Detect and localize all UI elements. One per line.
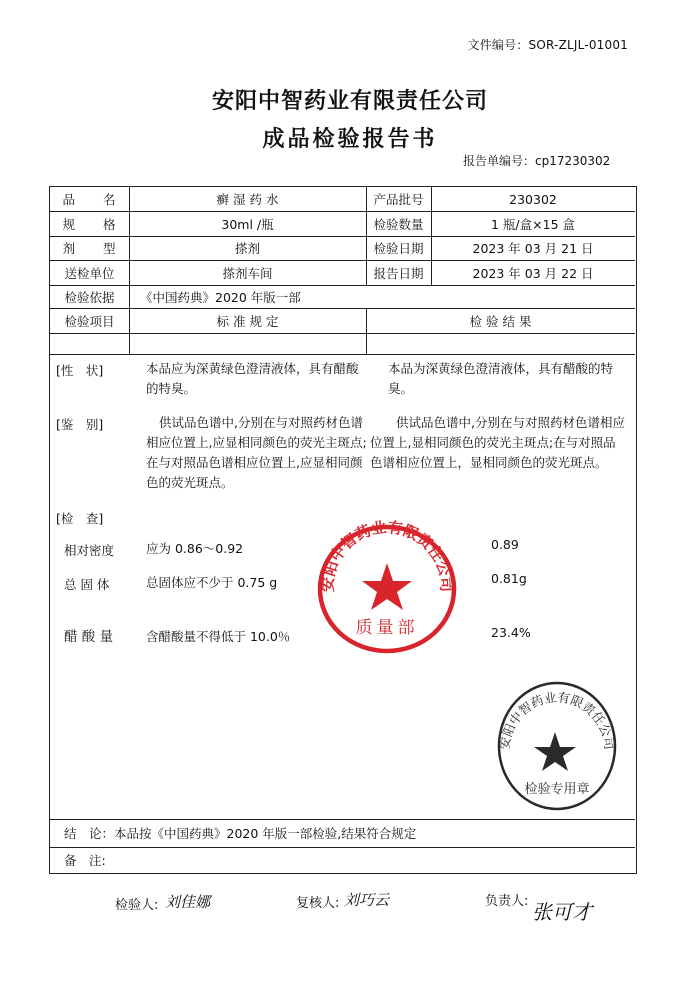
total-solids-standard: 总固体应不少于 0.75 g <box>146 575 278 590</box>
inspector-signature: 刘佳娜 <box>165 893 211 911</box>
reviewer-signature: 刘巧云 <box>344 891 390 909</box>
report-date-label: 报告日期 <box>373 265 424 281</box>
acetic-acid-label: 醋 酸 量 <box>64 629 114 645</box>
appearance-label: [性 状] <box>56 363 104 378</box>
acetic-acid-standard: 含醋酸量不得低于 10.0％ <box>146 629 291 644</box>
test-date-label: 检验日期 <box>373 241 424 256</box>
examination-label: [检 查] <box>56 511 104 526</box>
report-title: 成品检验报告书 <box>262 126 438 152</box>
submitting-unit-label: 送检单位 <box>64 265 115 281</box>
identification-label: [鉴 别] <box>56 417 104 432</box>
inspection-stamp-text: 安阳中智药业有限责任公司 <box>496 689 618 751</box>
total-solids-label: 总 固 体 <box>64 577 110 592</box>
column-header-item: 检验项目 <box>64 313 115 329</box>
star-icon <box>362 563 412 610</box>
basis-value: 《中国药典》2020 年版一部 <box>140 289 301 305</box>
batch-number-value: 230302 <box>509 191 557 207</box>
spec-value: 30ml /瓶 <box>221 216 274 232</box>
dosage-form-value: 搽剂 <box>234 241 260 256</box>
column-header-standard: 标 准 规 定 <box>216 313 279 329</box>
appearance-result: 本品为深黄绿色澄清液体，具有醋酸的特臭。 <box>388 361 614 396</box>
company-name: 安阳中智药业有限责任公司 <box>211 88 488 114</box>
remarks-label: 备 注: <box>64 853 106 868</box>
quantity-value: 1 瓶/盒×15 盒 <box>491 216 575 232</box>
manager-signature: 张可才 <box>532 900 592 924</box>
identification-standard: 供试品色谱中,分别在与对照药材色谱相应位置上,应显相同颜色的荧光主斑点;在与对照品色谱相应位置上,应显相同颜色的荧光斑点。 <box>146 415 367 490</box>
manager-label: 负责人: <box>485 894 529 909</box>
file-number: 文件编号：SOR-ZLJL-01001 <box>467 38 628 52</box>
identification-result: 供试品色谱中,分别在与对照药材色谱相应位置上,显相同颜色的荧光主斑点;在与对照品色谱相应位置上，显相同颜色的荧光斑点。 <box>370 415 625 470</box>
conclusion: 结 论：本品按《中国药典》2020 年版一部检验,结果符合规定 <box>64 826 417 841</box>
total-solids-result: 0.81g <box>491 571 527 586</box>
appearance-standard: 本品应为深黄绿色澄清液体，具有醋酸的特臭。 <box>146 361 359 396</box>
acetic-acid-result: 23.4% <box>491 625 531 640</box>
inspection-stamp-dept: 检验专用章 <box>524 782 590 797</box>
product-name-label: 品 名 <box>62 192 117 207</box>
density-result: 0.89 <box>491 537 519 552</box>
basis-label: 检验依据 <box>64 289 115 305</box>
spec-label: 规 格 <box>62 216 117 232</box>
inspector-label: 检验人: <box>115 898 159 913</box>
star-icon <box>534 732 576 771</box>
product-name-value: 癣 湿 药 水 <box>216 192 279 207</box>
column-header-result: 检 验 结 果 <box>469 313 532 329</box>
batch-number-label: 产品批号 <box>373 192 424 207</box>
density-label: 相对密度 <box>64 543 115 558</box>
submitting-unit-value: 搽剂车间 <box>222 265 273 281</box>
quality-stamp-text: 安阳中智药业有限责任公司 <box>318 518 456 593</box>
test-date-value: 2023 年 03 月 21 日 <box>472 241 594 256</box>
dosage-form-label: 剂 型 <box>62 241 117 256</box>
density-standard: 应为 0.86～0.92 <box>146 541 244 556</box>
report-date-value: 2023 年 03 月 22 日 <box>472 265 594 281</box>
quality-stamp-dept: 质量部 <box>355 618 419 638</box>
quality-dept-stamp <box>312 515 462 655</box>
report-number: 报告单编号：cp17230302 <box>463 154 611 168</box>
inspection-stamp <box>492 676 622 814</box>
quantity-label: 检验数量 <box>373 216 424 232</box>
reviewer-label: 复核人: <box>296 896 340 911</box>
